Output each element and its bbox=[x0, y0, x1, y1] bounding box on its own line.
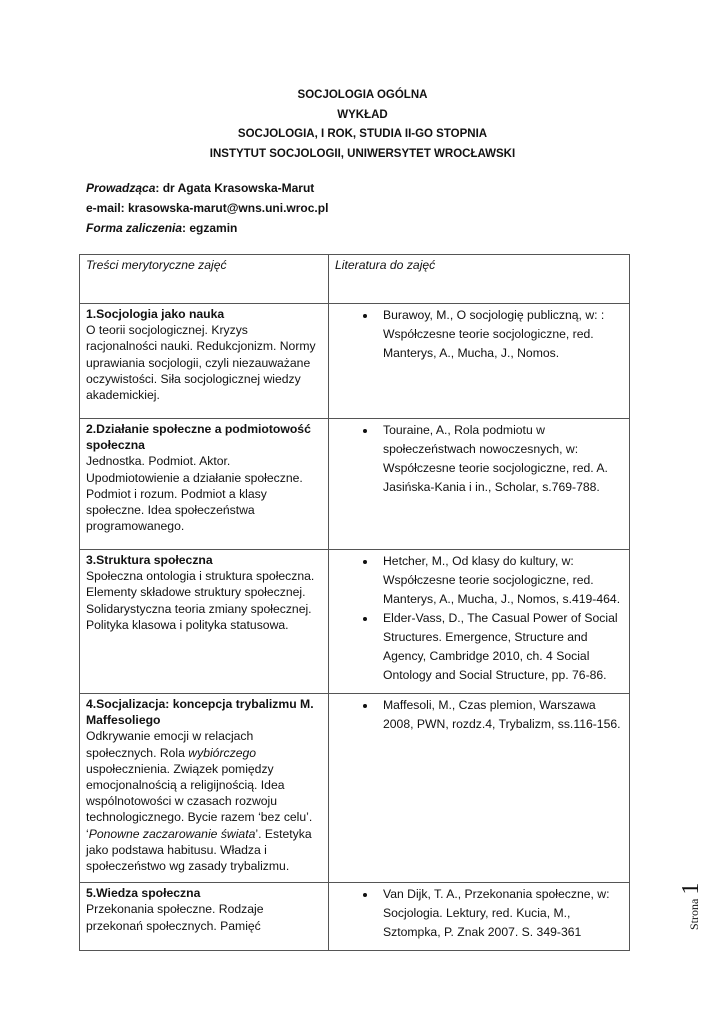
literature-cell bbox=[329, 419, 630, 550]
literature-item: • Van Dijk, T. A., Przekonania społeczne, w: Socjologia. Lektury, red. Kucia, M., Sztompka, P. Znak 2007. S. 349-361 bbox=[377, 885, 623, 942]
literature-list bbox=[335, 552, 623, 685]
topic-title: 4.Socjalizacja: koncepcja trybalizmu M. Maffesoliego bbox=[86, 697, 314, 728]
literature-cell bbox=[329, 694, 630, 883]
topic-description: Społeczna ontologia i struktura społeczna. Elementy składowe struktury społecznej. bbox=[86, 569, 315, 600]
course-title: SOCJOLOGIA OGÓLNA bbox=[297, 89, 428, 101]
page-number-label: Strona bbox=[687, 898, 701, 930]
literature-item: • Touraine, A., Rola podmiotu w społeczeństwach nowoczesnych, w: Współczesne teorie socjologiczne, red. A. Jasińska-Kania i in., Scholar, s.769-788. bbox=[377, 421, 623, 497]
document-header bbox=[0, 86, 725, 164]
course-institute: INSTYTUT SOCJOLOGII, UNIWERSYTET WROCŁAWSKI bbox=[209, 147, 516, 160]
email-line: e-mail: krasowska-marut@wns.uni.wroc.pl bbox=[86, 201, 329, 215]
literature-list bbox=[335, 696, 623, 734]
topic-cell bbox=[80, 550, 329, 694]
table-row bbox=[80, 419, 630, 550]
table-header-row bbox=[80, 255, 630, 304]
literature-cell bbox=[329, 883, 630, 951]
topic-description-continued: Solidarystyczna teoria zmiany społecznej. Polityka klasowa i polityka statusowa. bbox=[86, 601, 312, 632]
literature-list bbox=[335, 885, 623, 942]
table-row bbox=[80, 550, 630, 694]
topic-title: 2.Działanie społeczne a podmiotowość społeczna bbox=[86, 422, 311, 453]
course-program: SOCJOLOGIA, I ROK, STUDIA II-GO STOPNIA bbox=[237, 128, 488, 140]
literature-item: • Hetcher, M., Od klasy do kultury, w: Współczesne teorie socjologiczne, red. Manterys, A., Mucha, J., Nomos, s.419-464. bbox=[377, 552, 623, 609]
topic-title: 3.Struktura społeczna bbox=[86, 553, 213, 567]
literature-item: • Maffesoli, M., Czas plemion, Warszawa 2008, PWN, rozdz.4, Trybalizm, ss.116-156. bbox=[377, 696, 623, 734]
description-text: Odkrywanie emocji w relacjach społecznych. Rola bbox=[86, 729, 254, 760]
syllabus-table bbox=[79, 254, 630, 951]
description-text: ’. Estetyka jako podstawa habitusu. Władza i społeczeństwo wg zasady trybalizmu. bbox=[86, 826, 312, 874]
topic-description: O teorii socjologicznej. Kryzys racjonalności nauki. Redukcjonizm. Normy uprawiania socjologii, czyli niezauważane oczywistości. Siła socjologicznej wiedzy akademickiej. bbox=[86, 323, 316, 403]
description-emphasis: Ponowne zaczarowanie świata bbox=[88, 826, 256, 841]
topic-title: 1.Socjologia jako nauka bbox=[86, 307, 225, 321]
description-text: uspołecznienia. Związek pomiędzy emocjonalnością a religijnością. Idea wspólnotowości w czasach rozwoju technologicznego. Bycie razem ‘bez celu’. ‘ bbox=[86, 761, 313, 841]
content-column-header: Treści merytoryczne zajęć bbox=[80, 255, 329, 304]
table-row bbox=[80, 304, 630, 419]
topic-cell bbox=[80, 419, 329, 550]
topic-cell bbox=[80, 694, 329, 883]
literature-list bbox=[335, 306, 623, 363]
table-row bbox=[80, 883, 630, 951]
literature-item: • Elder-Vass, D., The Casual Power of Social Structures. Emergence, Structure and Agency, Cambridge 2010, ch. 4 Social Ontology and Social Structure, pp. 76-86. bbox=[377, 609, 623, 685]
topic-cell bbox=[80, 883, 329, 951]
description-emphasis: wybiórczego bbox=[188, 745, 257, 760]
lecturer-line bbox=[86, 178, 328, 198]
topic-description bbox=[86, 728, 322, 874]
literature-cell bbox=[329, 304, 630, 419]
topic-cell bbox=[80, 304, 329, 419]
topic-title: 5.Wiedza społeczna bbox=[86, 886, 201, 901]
literature-list bbox=[335, 421, 623, 497]
literature-column-header: Literatura do zajęć bbox=[329, 255, 630, 304]
literature-cell bbox=[329, 550, 630, 694]
course-type: WYKŁAD bbox=[337, 108, 388, 121]
table-row bbox=[80, 694, 630, 883]
page-number bbox=[678, 883, 705, 930]
course-meta bbox=[86, 178, 328, 238]
assessment-value: : egzamin bbox=[182, 221, 238, 235]
lecturer-value: : dr Agata Krasowska-Marut bbox=[155, 181, 315, 195]
literature-item: • Burawoy, M., O socjologię publiczną, w: : Współczesne teorie socjologiczne, red. Manterys, A., Mucha, J., Nomos. bbox=[377, 306, 623, 363]
page-number-value: 1 bbox=[678, 882, 704, 895]
topic-description: Jednostka. Podmiot. Aktor. Upodmiotowienie a działanie społeczne. Podmiot i rozum. Podmiot a klasy społeczne. Idea społeczeństwa programowanego. bbox=[86, 454, 303, 534]
assessment-line bbox=[86, 218, 328, 238]
assessment-label: Forma zaliczenia bbox=[86, 221, 183, 235]
lecturer-label: Prowadząca bbox=[86, 181, 156, 195]
topic-description: Przekonania społeczne. Rodzaje przekonań społecznych. Pamięć bbox=[86, 902, 264, 933]
